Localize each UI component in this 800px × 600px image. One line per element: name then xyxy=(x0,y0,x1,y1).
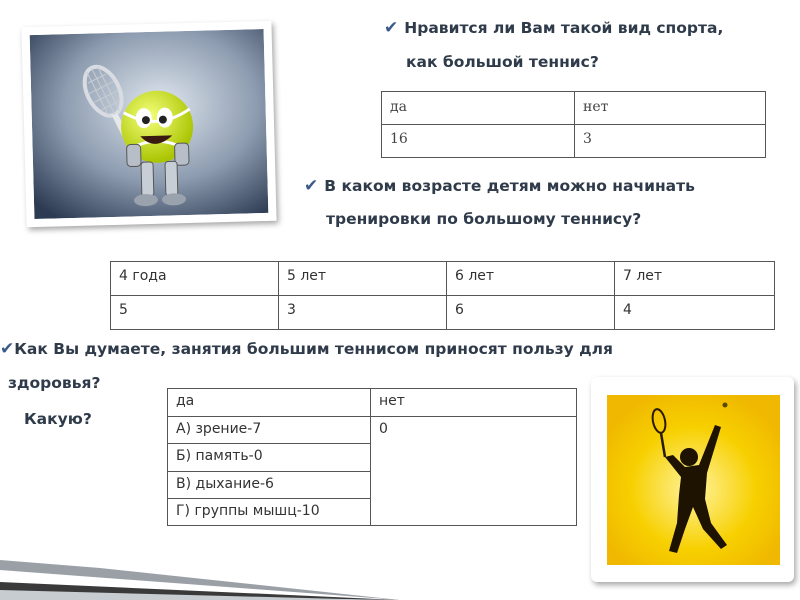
table-3-row-muscles: Г) группы мышц-10 xyxy=(168,499,371,526)
table-2-header-5: 5 лет xyxy=(279,262,447,296)
tennis-player-image-frame xyxy=(591,377,794,582)
table-2-header-7: 7 лет xyxy=(615,262,775,296)
question-3-line-1 xyxy=(0,341,613,358)
table-2-value-4: 5 xyxy=(111,296,279,330)
table-3-row-memory: Б) память-0 xyxy=(168,444,371,472)
table-3-row-vision: А) зрение-7 xyxy=(168,417,371,444)
question-3-line-3: Какую? xyxy=(24,410,92,428)
question-3-line-2: здоровья? xyxy=(8,374,101,392)
table-2-header-6: 6 лет xyxy=(447,262,615,296)
table-1-value-yes: 16 xyxy=(382,125,575,158)
checkmark-icon: ✔ xyxy=(0,339,15,359)
mascot-image-frame xyxy=(21,21,276,227)
table-3-header-no: нет xyxy=(371,389,577,417)
tennis-ball-mascot-image xyxy=(30,29,269,219)
table-1-header-yes: да xyxy=(382,92,575,125)
tennis-player-silhouette-image xyxy=(607,395,780,565)
table-2-header-4: 4 года xyxy=(111,262,279,296)
checkmark-icon: ✔ xyxy=(384,18,399,38)
question-2-line-2: тренировки по большому теннису? xyxy=(326,210,642,228)
table-1-header-no: нет xyxy=(575,92,766,125)
table-2-value-5: 3 xyxy=(279,296,447,330)
table-start-age xyxy=(110,261,775,330)
table-2-value-6: 6 xyxy=(447,296,615,330)
table-1-value-no: 3 xyxy=(575,125,766,158)
table-2-value-7: 4 xyxy=(615,296,775,330)
checkmark-icon: ✔ xyxy=(304,176,319,196)
question-1-line-2: как большой теннис? xyxy=(406,53,599,71)
question-3-text: Как Вы думаете, занятия большим теннисом приносят пользу для xyxy=(14,340,613,358)
table-3-header-yes: да xyxy=(168,389,371,417)
table-3-no-value: 0 xyxy=(371,417,577,526)
table-likes-tennis xyxy=(381,91,766,158)
decorative-bottom-stripe xyxy=(0,560,800,600)
question-2-line-1 xyxy=(304,178,695,195)
table-3-row-breathing: В) дыхание-6 xyxy=(168,472,371,499)
question-1-line-1 xyxy=(384,20,723,37)
table-health-benefits xyxy=(167,388,577,526)
question-1-text: Нравится ли Вам такой вид спорта, xyxy=(404,19,724,37)
question-2-text: В каком возрасте детям можно начинать xyxy=(324,177,695,195)
